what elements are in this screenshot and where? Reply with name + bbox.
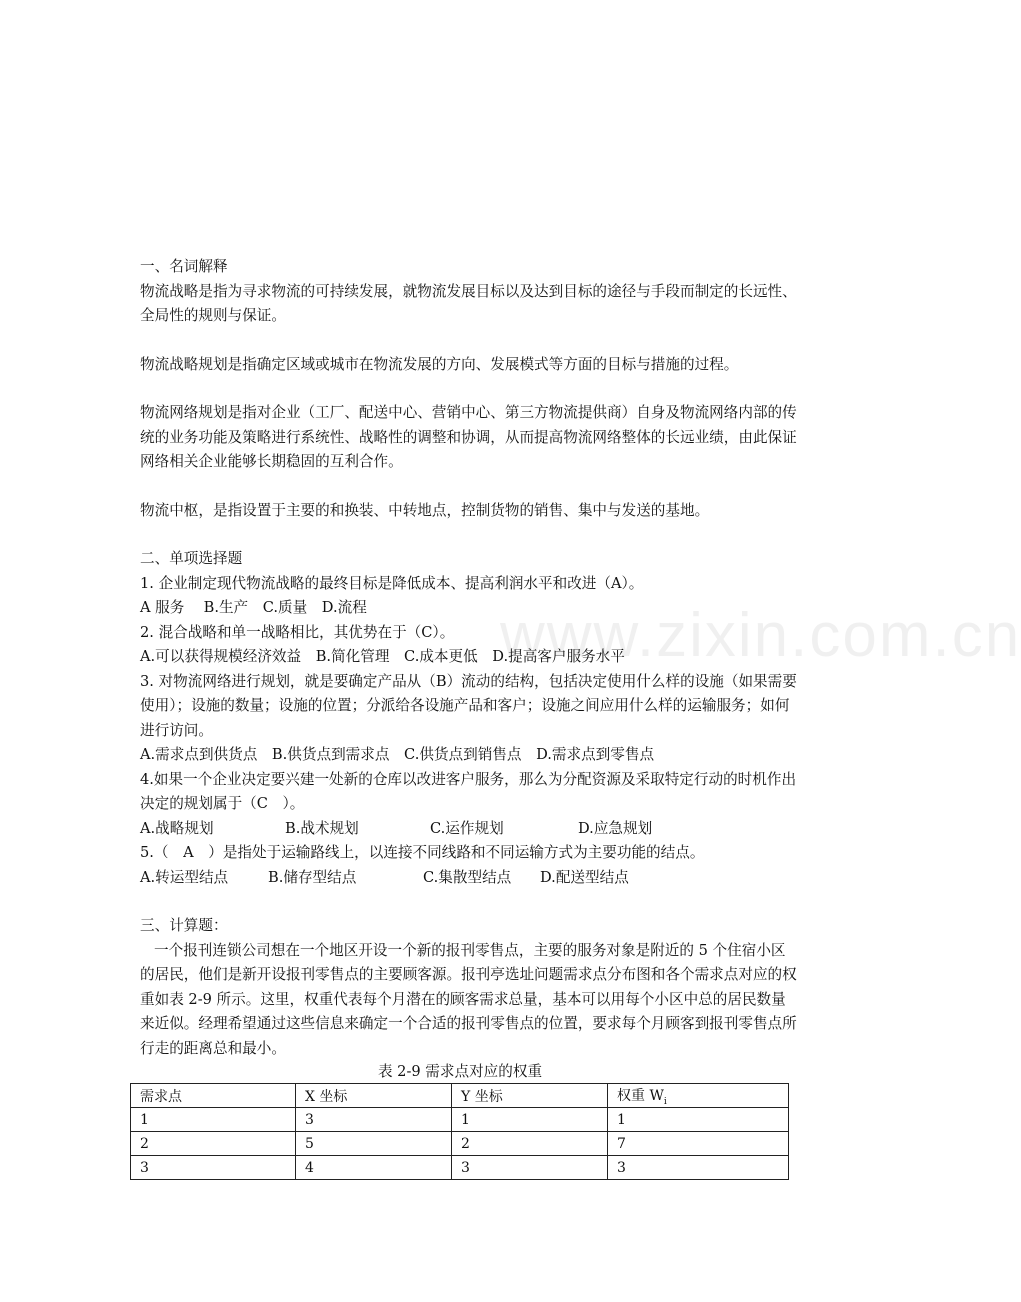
option-d: D.配送型结点 (540, 868, 629, 886)
cell: 2 (452, 1132, 608, 1156)
question-3: 3. 对物流网络进行规划，就是要确定产品从（B）流动的结构，包括决定使用什么样的设施（如果需要使用）；设施的数量；设施的位置；分派给各设施产品和客户；设施之间应用什么样的运输服务；如何进行访问。 (140, 672, 797, 739)
section-title-definitions: 一、名词解释 (140, 258, 228, 275)
cell: 1 (608, 1108, 789, 1132)
table-caption: 表 2-9 需求点对应的权重 (377, 1063, 543, 1080)
question-3-options: A.需求点到供货点 B.供货点到需求点 C.供货点到销售点 D.需求点到零售点 (140, 746, 655, 763)
table-row (131, 1108, 789, 1132)
table-row (131, 1132, 789, 1156)
option-d: D.应急规划 (578, 819, 653, 837)
definition-network-planning: 物流网络规划是指对企业（工厂、配送中心、营销中心、第三方物流提供商）自身及物流网络内部的传统的业务功能及策略进行系统性、战略性的调整和协调，从而提高物流网络整体的长远业绩，由此保证网络相关企业能够长期稳固的互利合作。 (140, 404, 797, 470)
cell: 3 (452, 1156, 608, 1180)
question-4: 4.如果一个企业决定要兴建一处新的仓库以改进客户服务，那么为分配资源及采取特定行动的时机作出决定的规划属于（C ）。 (140, 770, 797, 812)
option-a: A.战略规划 (140, 819, 214, 837)
section-title-calculation: 三、计算题： (140, 917, 228, 934)
question-2-options: A.可以获得规模经济效益 B.简化管理 C.成本更低 D.提高客户服务水平 (140, 648, 625, 665)
cell: 7 (608, 1132, 789, 1156)
question-1: 1. 企业制定现代物流战略的最终目标是降低成本、提高利润水平和改进（A）。 (140, 574, 644, 592)
question-4-options (140, 817, 800, 842)
table-row (131, 1156, 789, 1180)
option-a: A.转运型结点 (140, 868, 229, 886)
question-5-options (140, 866, 800, 891)
header-weight-label: 权重 W (617, 1087, 664, 1104)
cell: 3 (608, 1156, 789, 1180)
watermark: www.zixin.com.cn (500, 601, 1021, 670)
header-y: Y 坐标 (452, 1084, 608, 1108)
question-2: 2. 混合战略和单一战略相比，其优势在于（C）。 (140, 623, 455, 641)
definition-logistics-strategy: 物流战略是指为寻求物流的可持续发展，就物流发展目标以及达到目标的途径与手段而制定的长远性、全局性的规则与保证。 (140, 282, 797, 324)
document-body (140, 255, 800, 1180)
cell: 1 (131, 1108, 296, 1132)
section-title-choice: 二、单项选择题 (140, 550, 243, 567)
option-c: C.集散型结点 (423, 868, 512, 886)
cell: 2 (131, 1132, 296, 1156)
definition-strategy-planning: 物流战略规划是指确定区域或城市在物流发展的方向、发展模式等方面的目标与措施的过程。 (140, 355, 739, 373)
table-header-row (131, 1084, 789, 1108)
cell: 5 (296, 1132, 452, 1156)
weights-table (130, 1083, 789, 1180)
question-1-options: A 服务 B.生产 C.质量 D.流程 (140, 599, 367, 616)
cell: 3 (131, 1156, 296, 1180)
cell: 3 (296, 1108, 452, 1132)
option-c: C.运作规划 (430, 819, 504, 837)
header-x: X 坐标 (296, 1084, 452, 1108)
header-weight (608, 1084, 789, 1108)
cell: 1 (452, 1108, 608, 1132)
header-weight-sub: i (663, 1096, 667, 1107)
option-b: B.储存型结点 (268, 868, 357, 886)
cell: 4 (296, 1156, 452, 1180)
calculation-problem: 一个报刊连锁公司想在一个地区开设一个新的报刊零售点，主要的服务对象是附近的 5 个住宿小区的居民，他们是新开设报刊零售点的主要顾客源。报刊亭选址问题需求点分布图和各个需求点对应的权重如表 2-9 所示。这里，权重代表每个月潜在的顾客需求总量，基本可以用每个小区中总的居民数量来近似。经理希望通过这些信息来确定一个合适的报刊零售点的位置，要求每个月顾客到报刊零售点所行走的距离总和最小。 (140, 941, 797, 1057)
definition-logistics-hub: 物流中枢，是指设置于主要的和换装、中转地点，控制货物的销售、集中与发送的基地。 (140, 501, 710, 519)
option-b: B.战术规划 (285, 819, 359, 837)
header-demand-point: 需求点 (131, 1084, 296, 1108)
question-5: 5.（ A ）是指处于运输路线上，以连接不同线路和不同运输方式为主要功能的结点。 (140, 844, 705, 861)
